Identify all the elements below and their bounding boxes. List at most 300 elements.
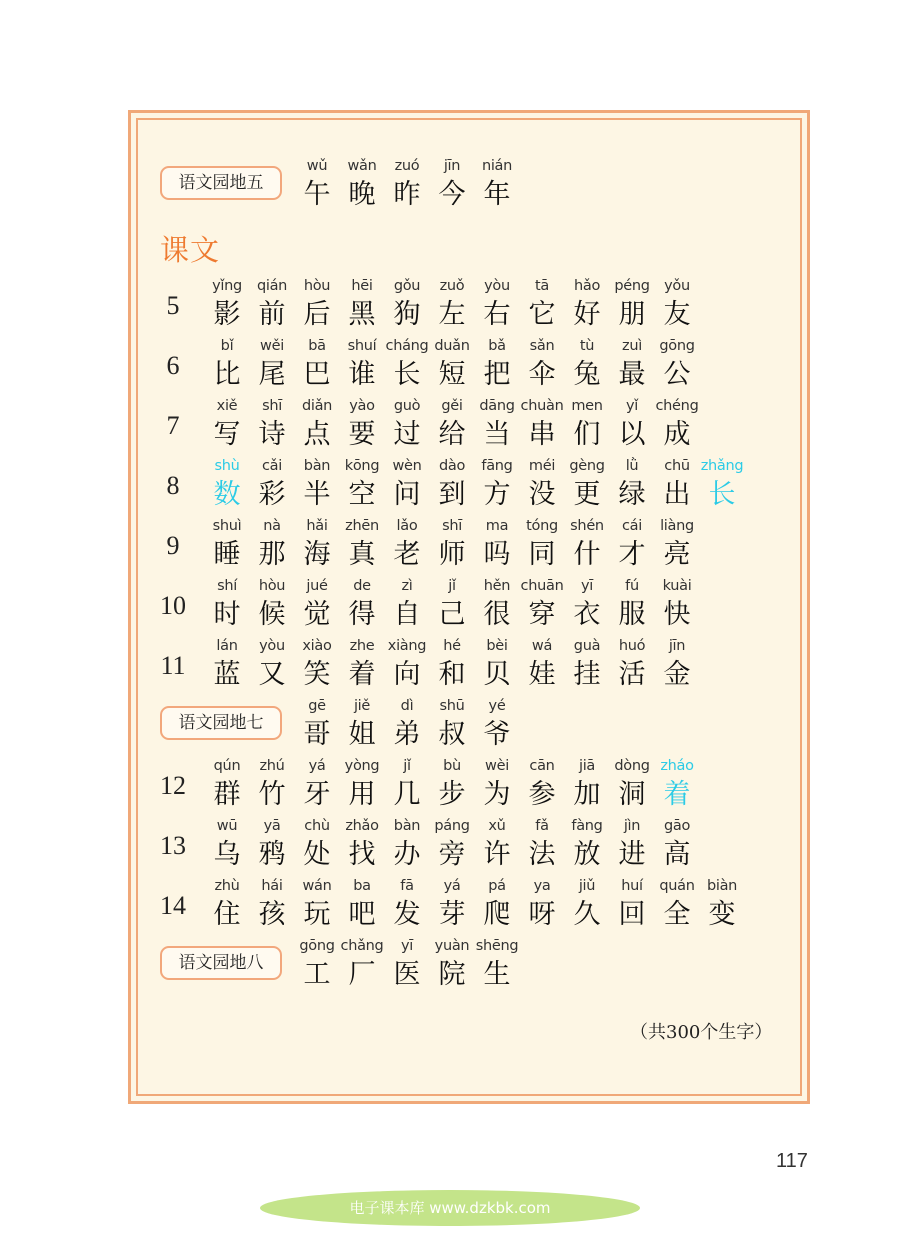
hanzi: 点 (303, 419, 331, 450)
hanzi: 影 (213, 299, 241, 330)
pinyin: jiě (353, 698, 371, 714)
hanzi: 得 (348, 599, 376, 630)
hanzi: 快 (663, 599, 691, 630)
pinyin: tù (579, 338, 595, 354)
character-cell (654, 455, 700, 515)
hanzi: 长 (708, 479, 736, 510)
total-note: （共300个生字） (630, 1022, 773, 1043)
pinyin: jǐ (448, 578, 456, 594)
character-cell (564, 275, 610, 335)
hanzi: 几 (393, 779, 421, 810)
hanzi: 生 (483, 959, 511, 990)
pinyin: qián (256, 278, 288, 294)
hanzi: 出 (663, 479, 691, 510)
lesson-row (0, 455, 900, 515)
hanzi: 后 (303, 299, 331, 330)
pinyin: gǒu (393, 278, 421, 294)
hanzi: 芽 (438, 899, 466, 930)
pinyin: yòng (344, 758, 380, 774)
hanzi: 姐 (348, 719, 376, 750)
hanzi: 旁 (438, 839, 466, 870)
hanzi: 晚 (348, 179, 376, 210)
hanzi: 长 (393, 359, 421, 390)
character-cell (204, 335, 250, 395)
character-cell (519, 875, 565, 935)
pinyin: yé (488, 698, 506, 714)
hanzi: 参 (528, 779, 556, 810)
character-cell (384, 575, 430, 635)
pinyin: hòu (258, 578, 286, 594)
pinyin: wèn (392, 458, 422, 474)
pinyin: péng (614, 278, 650, 294)
pinyin: diǎn (301, 398, 333, 414)
character-cell (294, 395, 340, 455)
hanzi: 爷 (483, 719, 511, 750)
character-cell (429, 755, 475, 815)
pinyin: fā (400, 878, 414, 894)
character-cell (474, 515, 520, 575)
hanzi: 年 (483, 179, 511, 210)
lesson-number: 14 (160, 891, 186, 920)
character-cell (339, 515, 385, 575)
pinyin: pá (488, 878, 506, 894)
hanzi: 步 (438, 779, 466, 810)
pinyin: yī (400, 938, 413, 954)
hanzi: 放 (573, 839, 601, 870)
character-cell (609, 815, 655, 875)
character-cell (294, 155, 340, 215)
hanzi: 挂 (573, 659, 601, 690)
hanzi: 为 (483, 779, 511, 810)
lesson-number: 9 (166, 531, 180, 560)
pinyin: chuàn (520, 398, 564, 414)
pinyin: chéng (655, 398, 699, 414)
section-row (0, 935, 900, 995)
pinyin: cháng (385, 338, 429, 354)
character-cell (699, 455, 745, 515)
pinyin: hǎi (306, 518, 328, 534)
hanzi: 着 (663, 779, 691, 810)
character-cell (564, 335, 610, 395)
character-cell (384, 455, 430, 515)
character-cell (384, 935, 430, 995)
character-cell (384, 635, 430, 695)
character-cell (654, 755, 700, 815)
pinyin: liàng (660, 518, 694, 534)
character-cell (384, 155, 430, 215)
pinyin: bèi (486, 638, 508, 654)
character-cell (564, 575, 610, 635)
pinyin: yǐng (212, 278, 242, 294)
hanzi: 巴 (303, 359, 331, 390)
character-cell (204, 815, 250, 875)
pinyin: shī (442, 518, 462, 534)
hanzi: 洞 (618, 779, 646, 810)
hanzi: 办 (393, 839, 421, 870)
character-cell (609, 335, 655, 395)
pinyin: huí (621, 878, 643, 894)
hanzi: 那 (258, 539, 286, 570)
hanzi: 给 (438, 419, 466, 450)
character-cell (339, 815, 385, 875)
character-cell (294, 275, 340, 335)
lesson-row (0, 755, 900, 815)
pinyin: cái (622, 518, 642, 534)
pinyin: ba (353, 878, 371, 894)
pinyin: shén (570, 518, 604, 534)
hanzi: 数 (213, 479, 241, 510)
pinyin: jué (306, 578, 328, 594)
pinyin: zì (401, 578, 413, 594)
pinyin: jiǔ (578, 878, 596, 894)
pinyin: zuó (394, 158, 420, 174)
hanzi: 贝 (483, 659, 511, 690)
hanzi: 兔 (573, 359, 601, 390)
pinyin: lǜ (625, 458, 639, 474)
character-cell (384, 815, 430, 875)
character-cell (429, 575, 475, 635)
character-cell (429, 815, 475, 875)
character-cell (429, 275, 475, 335)
pinyin: shù (214, 458, 240, 474)
hanzi: 狗 (393, 299, 421, 330)
character-cell (429, 635, 475, 695)
hanzi: 海 (303, 539, 331, 570)
character-cell (204, 275, 250, 335)
hanzi: 向 (393, 659, 421, 690)
pinyin: lǎo (396, 518, 418, 534)
pinyin: bǎ (488, 338, 506, 354)
character-cell (339, 935, 385, 995)
character-cell (294, 455, 340, 515)
lesson-number: 10 (160, 591, 186, 620)
pinyin: bàn (303, 458, 331, 474)
lesson-row (0, 275, 900, 335)
character-cell (699, 875, 745, 935)
hanzi: 金 (663, 659, 691, 690)
pinyin: guà (573, 638, 601, 654)
character-cell (654, 515, 700, 575)
hanzi: 穿 (528, 599, 556, 630)
hanzi: 和 (438, 659, 466, 690)
character-cell (204, 515, 250, 575)
pinyin: shí (217, 578, 237, 594)
character-cell (294, 695, 340, 755)
character-cell (429, 155, 475, 215)
pinyin: xiào (302, 638, 332, 654)
pinyin: bā (308, 338, 326, 354)
hanzi: 哥 (303, 719, 331, 750)
character-cell (609, 275, 655, 335)
pinyin: zhǎo (345, 818, 379, 834)
hanzi: 亮 (663, 539, 691, 570)
character-cell (654, 815, 700, 875)
character-cell (609, 515, 655, 575)
lesson-row (0, 515, 900, 575)
hanzi: 服 (618, 599, 646, 630)
character-cell (204, 575, 250, 635)
character-cell (609, 635, 655, 695)
pinyin: nián (481, 158, 513, 174)
hanzi: 吧 (348, 899, 376, 930)
lesson-number: 8 (166, 471, 180, 500)
hanzi: 呀 (528, 899, 556, 930)
character-cell (339, 635, 385, 695)
hanzi: 院 (438, 959, 466, 990)
hanzi: 自 (393, 599, 421, 630)
character-cell (609, 875, 655, 935)
hanzi: 笑 (303, 659, 331, 690)
pinyin: shī (262, 398, 282, 414)
hanzi: 同 (528, 539, 556, 570)
hanzi: 要 (348, 419, 376, 450)
section-badge: 语文园地七 (160, 706, 282, 740)
character-cell (249, 815, 295, 875)
pinyin: bù (443, 758, 461, 774)
pinyin: yòu (484, 278, 510, 294)
character-cell (249, 455, 295, 515)
hanzi: 方 (483, 479, 511, 510)
character-cell (474, 275, 520, 335)
hanzi: 更 (573, 479, 601, 510)
pinyin: ya (533, 878, 551, 894)
character-cell (294, 935, 340, 995)
lesson-number: 7 (166, 411, 180, 440)
character-cell (609, 575, 655, 635)
character-cell (429, 395, 475, 455)
hanzi: 处 (303, 839, 331, 870)
character-cell (249, 755, 295, 815)
hanzi: 娃 (528, 659, 556, 690)
pinyin: wěi (260, 338, 284, 354)
pinyin: gèng (569, 458, 605, 474)
hanzi: 朋 (618, 299, 646, 330)
hanzi: 衣 (573, 599, 601, 630)
pinyin: shuì (212, 518, 242, 534)
pinyin: zháo (660, 758, 694, 774)
pinyin: xiàng (387, 638, 427, 654)
pinyin: méi (528, 458, 556, 474)
pinyin: wá (531, 638, 553, 654)
hanzi: 医 (393, 959, 421, 990)
character-cell (654, 395, 700, 455)
pinyin: quán (659, 878, 695, 894)
pinyin: jīn (443, 158, 461, 174)
character-cell (249, 575, 295, 635)
character-cell (519, 275, 565, 335)
hanzi: 群 (213, 779, 241, 810)
character-cell (384, 335, 430, 395)
pinyin: gē (308, 698, 326, 714)
lesson-row (0, 815, 900, 875)
hanzi: 空 (348, 479, 376, 510)
character-cell (249, 635, 295, 695)
character-cell (474, 335, 520, 395)
character-cell (294, 515, 340, 575)
character-cell (204, 395, 250, 455)
character-cell (249, 515, 295, 575)
pinyin: yá (308, 758, 326, 774)
hanzi: 公 (663, 359, 691, 390)
pinyin: men (571, 398, 603, 414)
hanzi: 友 (663, 299, 691, 330)
pinyin: chuān (520, 578, 564, 594)
pinyin: jiā (578, 758, 596, 774)
lesson-row (0, 635, 900, 695)
lesson-number: 5 (166, 291, 180, 320)
hanzi: 找 (348, 839, 376, 870)
pinyin: fú (625, 578, 639, 594)
pinyin: yǒu (664, 278, 690, 294)
pinyin: wū (216, 818, 238, 834)
character-cell (249, 875, 295, 935)
hanzi: 写 (213, 419, 241, 450)
pinyin: jīn (668, 638, 686, 654)
pinyin: kōng (344, 458, 380, 474)
hanzi: 成 (663, 419, 691, 450)
pinyin: zhù (214, 878, 240, 894)
pinyin: yòu (259, 638, 285, 654)
character-cell (564, 395, 610, 455)
lesson-row (0, 395, 900, 455)
page-number: 117 (776, 1150, 808, 1172)
hanzi: 半 (303, 479, 331, 510)
hanzi: 什 (573, 539, 601, 570)
character-cell (564, 815, 610, 875)
pinyin: fǎ (535, 818, 549, 834)
character-cell (519, 755, 565, 815)
hanzi: 睡 (213, 539, 241, 570)
pinyin: chū (664, 458, 690, 474)
character-cell (564, 755, 610, 815)
character-cell (429, 455, 475, 515)
character-cell (339, 695, 385, 755)
hanzi: 叔 (438, 719, 466, 750)
character-cell (339, 755, 385, 815)
character-cell (429, 515, 475, 575)
pinyin: yǐ (625, 398, 638, 414)
character-cell (429, 875, 475, 935)
character-cell (429, 695, 475, 755)
hanzi: 变 (708, 899, 736, 930)
pinyin: wèi (485, 758, 509, 774)
hanzi: 竹 (258, 779, 286, 810)
lesson-row (0, 575, 900, 635)
hanzi: 尾 (258, 359, 286, 390)
pinyin: gāo (663, 818, 691, 834)
pinyin: zhú (259, 758, 285, 774)
character-cell (654, 635, 700, 695)
character-cell (564, 875, 610, 935)
character-cell (339, 275, 385, 335)
character-cell (204, 455, 250, 515)
hanzi: 短 (438, 359, 466, 390)
lesson-number: 13 (160, 831, 186, 860)
pinyin: ma (485, 518, 509, 534)
pinyin: bàn (393, 818, 421, 834)
character-cell (384, 875, 430, 935)
section-heading: 课文 (160, 233, 221, 267)
pinyin: gěi (441, 398, 463, 414)
character-cell (384, 515, 430, 575)
hanzi: 午 (303, 179, 331, 210)
character-cell (294, 575, 340, 635)
pinyin: gōng (659, 338, 695, 354)
character-cell (519, 455, 565, 515)
pinyin: jìn (623, 818, 641, 834)
character-cell (609, 755, 655, 815)
character-cell (384, 395, 430, 455)
character-cell (564, 635, 610, 695)
character-cell (564, 455, 610, 515)
watermark: 电子课本库 www.dzkbk.com (260, 1190, 640, 1226)
section-row (0, 155, 900, 215)
hanzi: 弟 (393, 719, 421, 750)
character-cell (654, 335, 700, 395)
pinyin: chù (304, 818, 330, 834)
character-cell (339, 455, 385, 515)
hanzi: 昨 (393, 179, 421, 210)
pinyin: wán (302, 878, 332, 894)
hanzi: 全 (663, 899, 691, 930)
lesson-number: 6 (166, 351, 180, 380)
hanzi: 把 (483, 359, 511, 390)
lesson-number: 11 (160, 651, 186, 680)
hanzi: 问 (393, 479, 421, 510)
hanzi: 鸦 (258, 839, 286, 870)
pinyin: tóng (526, 518, 558, 534)
hanzi: 高 (663, 839, 691, 870)
character-cell (519, 635, 565, 695)
hanzi: 绿 (618, 479, 646, 510)
character-cell (609, 395, 655, 455)
character-cell (339, 155, 385, 215)
character-cell (294, 635, 340, 695)
character-cell (609, 455, 655, 515)
pinyin: yā (263, 818, 281, 834)
hanzi: 今 (438, 179, 466, 210)
hanzi: 好 (573, 299, 601, 330)
hanzi: 用 (348, 779, 376, 810)
pinyin: hěn (483, 578, 511, 594)
hanzi: 以 (618, 419, 646, 450)
hanzi: 己 (438, 599, 466, 630)
hanzi: 回 (618, 899, 646, 930)
character-cell (294, 755, 340, 815)
pinyin: jǐ (403, 758, 411, 774)
section-row (0, 695, 900, 755)
hanzi: 比 (213, 359, 241, 390)
character-cell (294, 875, 340, 935)
character-cell (474, 815, 520, 875)
character-cell (519, 815, 565, 875)
character-cell (564, 515, 610, 575)
pinyin: zhe (349, 638, 375, 654)
pinyin: gōng (299, 938, 335, 954)
pinyin: yá (443, 878, 461, 894)
pinyin: cān (529, 758, 555, 774)
character-cell (474, 935, 520, 995)
character-cell (519, 395, 565, 455)
pinyin: wǎn (347, 158, 377, 174)
pinyin: huó (618, 638, 646, 654)
lesson-row (0, 335, 900, 395)
pinyin: hǎo (573, 278, 601, 294)
pinyin: de (353, 578, 371, 594)
pinyin: cǎi (262, 458, 282, 474)
hanzi: 进 (618, 839, 646, 870)
hanzi: 发 (393, 899, 421, 930)
